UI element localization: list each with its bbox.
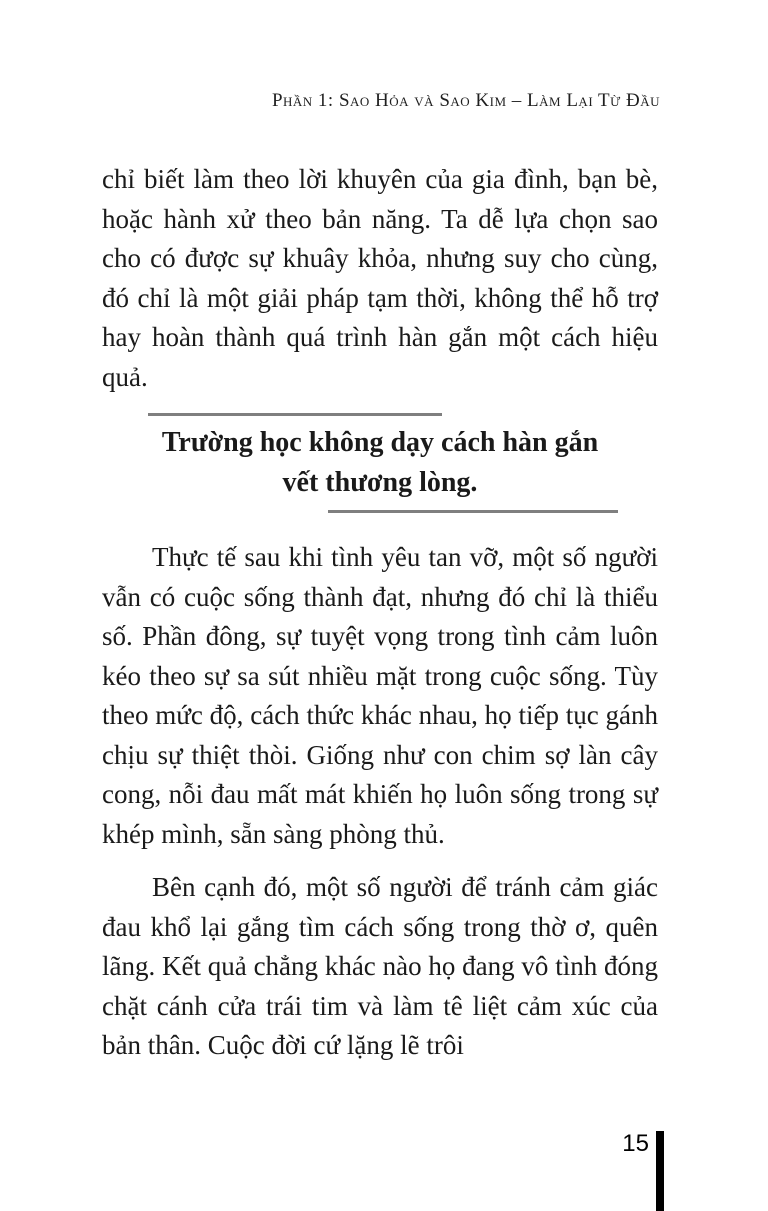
heading-rule-top bbox=[148, 413, 442, 416]
section-heading-block bbox=[102, 413, 658, 513]
page-body-text bbox=[102, 160, 658, 1066]
page-number: 15 bbox=[622, 1130, 649, 1157]
paragraph-2: Thực tế sau khi tình yêu tan vỡ, một số người vẫn có cuộc sống thành đạt, nhưng đó chỉ là thiểu số. Phần đông, sự tuyệt vọng trong tình cảm luôn kéo theo sự sa sút nhiều mặt trong cuộc sống. Tùy theo mức độ, cách thức khác nhau, họ tiếp tục gánh chịu sự thiệt thòi. Giống như con chim sợ làn cây cong, nỗi đau mất mát khiến họ luôn sống trong sự khép mình, sẵn sàng phòng thủ. bbox=[102, 542, 658, 849]
section-heading bbox=[102, 423, 658, 503]
section-heading-line-2: vết thương lòng. bbox=[282, 467, 478, 498]
page-edge-bar bbox=[656, 1131, 664, 1211]
paragraph-3: Bên cạnh đó, một số người để tránh cảm giác đau khổ lại gắng tìm cách sống trong thờ ơ, quên lãng. Kết quả chẳng khác nào họ đang vô tình đóng chặt cánh cửa trái tim và làm tê liệt cảm xúc của bản thân. Cuộc đời cứ lặng lẽ trôi bbox=[102, 872, 658, 1060]
heading-rule-bottom bbox=[328, 510, 618, 513]
running-header: Phần 1: Sao Hỏa và Sao Kim – Làm Lại Từ Đầu bbox=[271, 90, 660, 111]
section-heading-line-1: Trường học không dạy cách hàn gắn bbox=[161, 427, 599, 458]
paragraph-continuation: chỉ biết làm theo lời khuyên của gia đình, bạn bè, hoặc hành xử theo bản năng. Ta dễ lựa chọn sao cho có được sự khuây khỏa, nhưng suy cho cùng, đó chỉ là một giải pháp tạm thời, không thể hỗ trợ hay hoàn thành quá trình hàn gắn một cách hiệu quả. bbox=[102, 164, 658, 392]
